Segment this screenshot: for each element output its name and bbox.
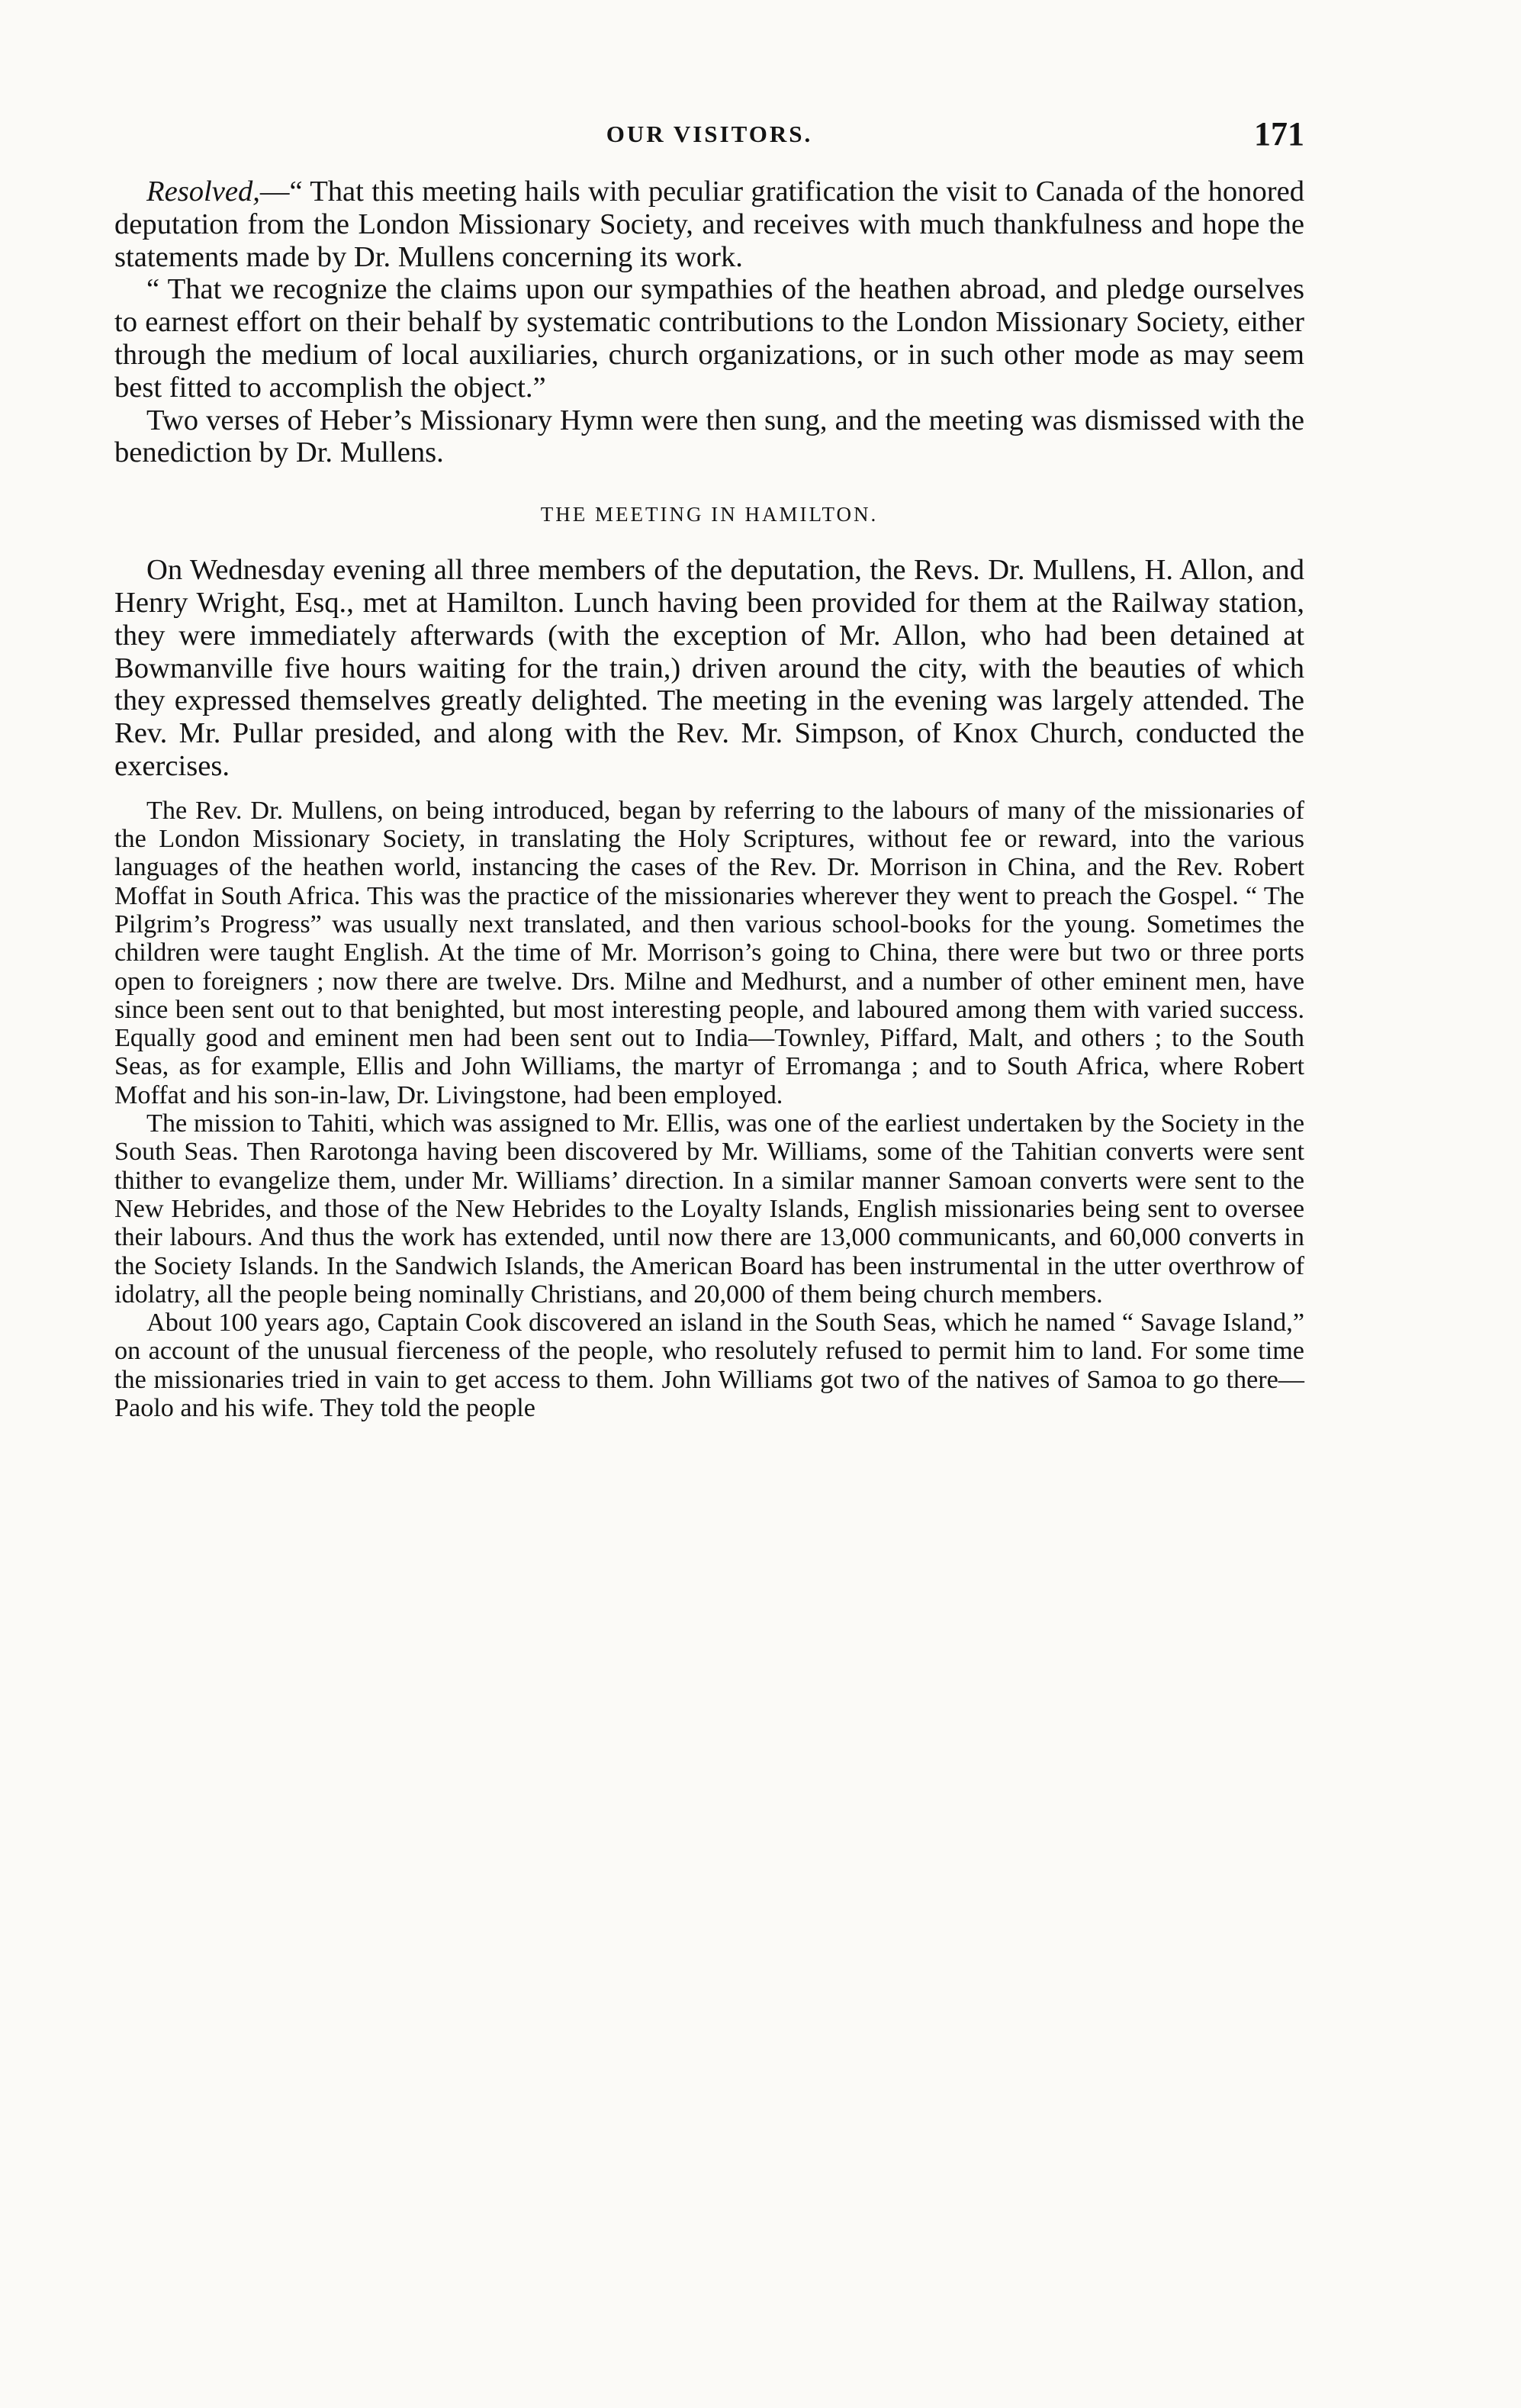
page-header bbox=[114, 114, 1304, 175]
report-paragraph-3: About 100 years ago, Captain Cook discovered an island in the South Seas, which he named “ Savage Island,” on account of the unusual fierceness of the people, who resolutely refused to permit him to land. For some time the missionaries tried in vain to get access to them. John Williams got two of the natives of Samoa to go there—Paolo and his wife. They told the people bbox=[114, 1309, 1304, 1422]
report-paragraph-2: The mission to Tahiti, which was assigned to Mr. Ellis, was one of the earliest undertaken by the Society in the South Seas. Then Rarotonga having been discovered by Mr. Williams, some of the Tahitian converts were sent thither to evangelize them, under Mr. Williams’ direction. In a similar manner Samoan converts were sent to the New Hebrides, and those of the New Hebrides to the Loyalty Islands, English missionaries being sent to oversee their labours. And thus the work has extended, until now there are 13,000 communicants, and 60,000 converts in the Society Islands. In the Sandwich Islands, the American Board has been instrumental in the utter overthrow of idolatry, all the people being nominally Christians, and 20,000 of them being church members. bbox=[114, 1109, 1304, 1309]
resolution-paragraph-1 bbox=[114, 175, 1304, 273]
page-number: 171 bbox=[1254, 115, 1304, 153]
report-paragraph-1: The Rev. Dr. Mullens, on being introduced, began by referring to the labours of many of the missionaries of the London Missionary Society, in translating the Holy Scriptures, without fee or reward, into the various languages of the heathen world, instancing the cases of the Rev. Dr. Morrison in China, and the Rev. Robert Moffat in South Africa. This was the practice of the missionaries wherever they went to preach the Gospel. “ The Pilgrim’s Progress” was usually next translated, and then various school-books for the young. Sometimes the children were taught English. At the time of Mr. Morrison’s going to China, there were but two or three ports open to foreigners ; now there are twelve. Drs. Milne and Medhurst, and a number of other eminent men, have since been sent out to that benighted, but most interesting people, and laboured among them with varied success. Equally good and eminent men had been sent out to India—Townley, Piffard, Malt, and others ; to the South Seas, as for example, Ellis and John Williams, the martyr of Erromanga ; and to South Africa, where Robert Moffat and his son-in-law, Dr. Livingstone, had been employed. bbox=[114, 796, 1304, 1109]
resolution-paragraph-2: “ That we recognize the claims upon our sympathies of the heathen abroad, and pledge ourselves to earnest effort on their behalf by systematic contributions to the London Missionary Society, either through the medium of local auxiliaries, church organizations, or in such other mode as may seem best fitted to accomplish the object.” bbox=[114, 273, 1304, 404]
resolution-text-1: —“ That this meeting hails with peculiar gratification the visit to Canada of the honored deputation from the London Missionary Society, and receives with much thankfulness and hope the statements made by Dr. Mullens concerning its work. bbox=[114, 175, 1304, 273]
hamilton-intro-paragraph: On Wednesday evening all three members of the deputation, the Revs. Dr. Mullens, H. Allon, and Henry Wright, Esq., met at Hamilton. Lunch having been provided for them at the Railway station, they were immediately afterwards (with the exception of Mr. Allon, who had been detained at Bowmanville five hours waiting for the train,) driven around the city, with the beauties of which they expressed themselves greatly delighted. The meeting in the evening was largely attended. The Rev. Mr. Pullar presided, and along with the Rev. Mr. Simpson, of Knox Church, conducted the exercises. bbox=[114, 554, 1304, 782]
hamilton-intro-block bbox=[114, 554, 1304, 783]
section-gap bbox=[114, 783, 1304, 797]
book-page bbox=[114, 114, 1304, 1422]
running-title: OUR VISITORS. bbox=[606, 121, 813, 147]
hymn-paragraph: Two verses of Heber’s Missionary Hymn were then sung, and the meeting was dismissed with the benediction by Dr. Mullens. bbox=[114, 404, 1304, 469]
resolution-block bbox=[114, 175, 1304, 469]
report-block bbox=[114, 797, 1304, 1423]
section-heading: THE MEETING IN HAMILTON. bbox=[540, 503, 879, 526]
resolved-label: Resolved, bbox=[146, 175, 260, 208]
